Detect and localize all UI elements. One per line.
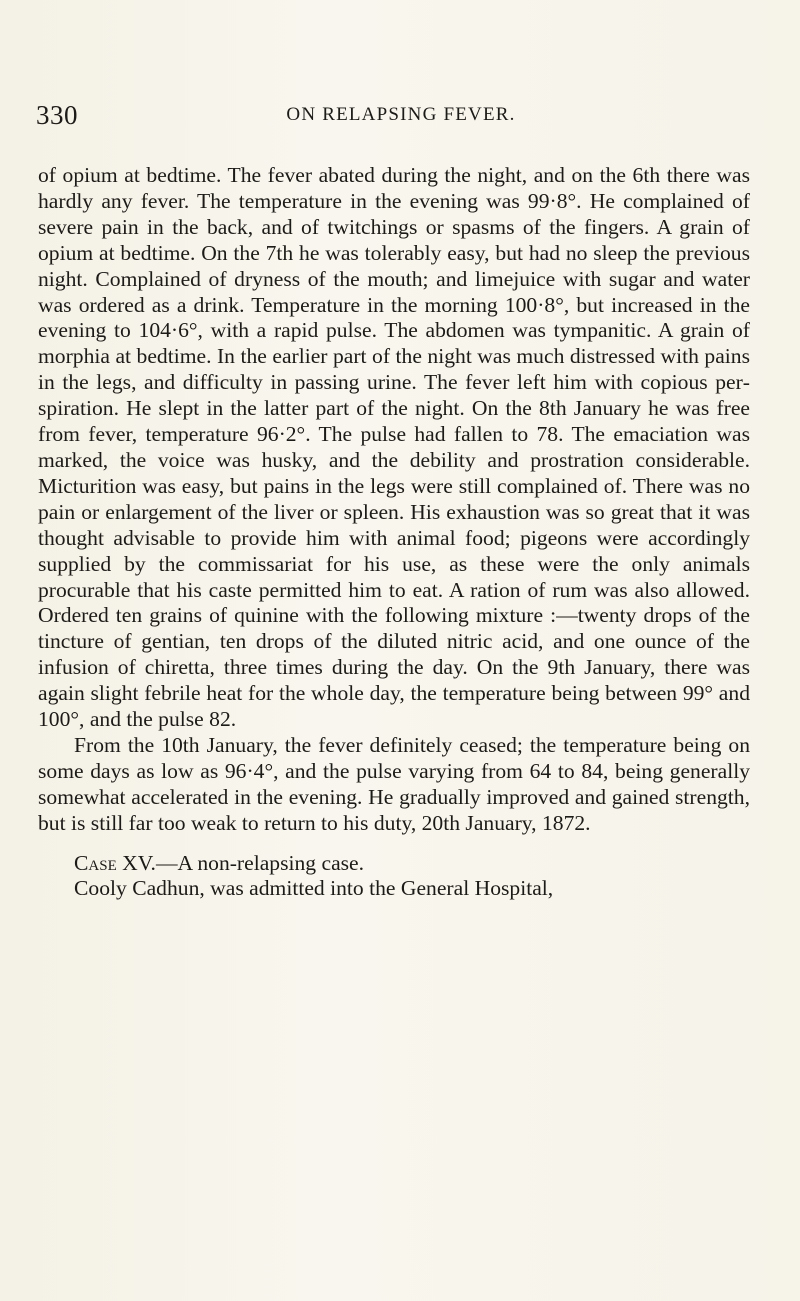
case-label: Case XV. — [74, 850, 156, 875]
case-description: —A non-relapsing case. — [155, 850, 365, 875]
page-number: 330 — [36, 100, 78, 130]
paragraph-2: From the 10th January, the fever definitely ceased; the temperature being on some days as low as 96·4°, and the pulse varying from 64 to 84, being generally somewhat accelerated in the evening. He gradually improved and gained strength, but is still far too weak to return to his duty, 20th January, 1872. — [38, 732, 750, 835]
page-header — [36, 100, 756, 130]
paragraph-1: of opium at bedtime. The fever abated during the night, and on the 6th there was hardly any fever. The temperature in the evening was 99·8°. He complained of severe pain in the back, and of twitchings or spasms of the fingers. A grain of opium at bedtime. On the 7th he was tolerably easy, but had no sleep the previous night. Complained of dryness of the mouth; and limejuice with sugar and water was ordered as a drink. Temperature in the morning 100·8°, but increased in the evening to 104·6°, with a rapid pulse. The abdomen was tympanitic. A grain of morphia at bedtime. In the earlier part of the night was much distressed with pains in the legs, and difficulty in passing urine. The fever left him with copious perspiration. He slept in the latter part of the night. On the 8th January he was free from fever, temperature 96·2°. The pulse had fallen to 78. The emaciation was marked, the voice was husky, and the debility and prostration considerable. Micturition was easy, but pains in the legs were still complained of. There was no pain or enlargement of the liver or spleen. His exhaustion was so great that it was thought advisable to provide him with animal food; pigeons were accordingly supplied by the commissariat for his use, as these were the only animals procurable that his caste permitted him to eat. A ration of rum was also allowed. Ordered ten grains of quinine with the following mixture :—twenty drops of the tincture of gentian, ten drops of the diluted nitric acid, and one ounce of the infusion of chiretta, three times during the day. On the 9th January, there was again slight febrile heat for the whole day, the temperature being between 99° and 100°, and the pulse 82. — [38, 163, 750, 732]
case-heading — [38, 851, 750, 877]
paragraph-3: Cooly Cadhun, was admitted into the General Hospital, — [74, 876, 554, 901]
body-text — [38, 163, 750, 902]
running-head: ON RELAPSING FEVER. — [286, 104, 516, 125]
